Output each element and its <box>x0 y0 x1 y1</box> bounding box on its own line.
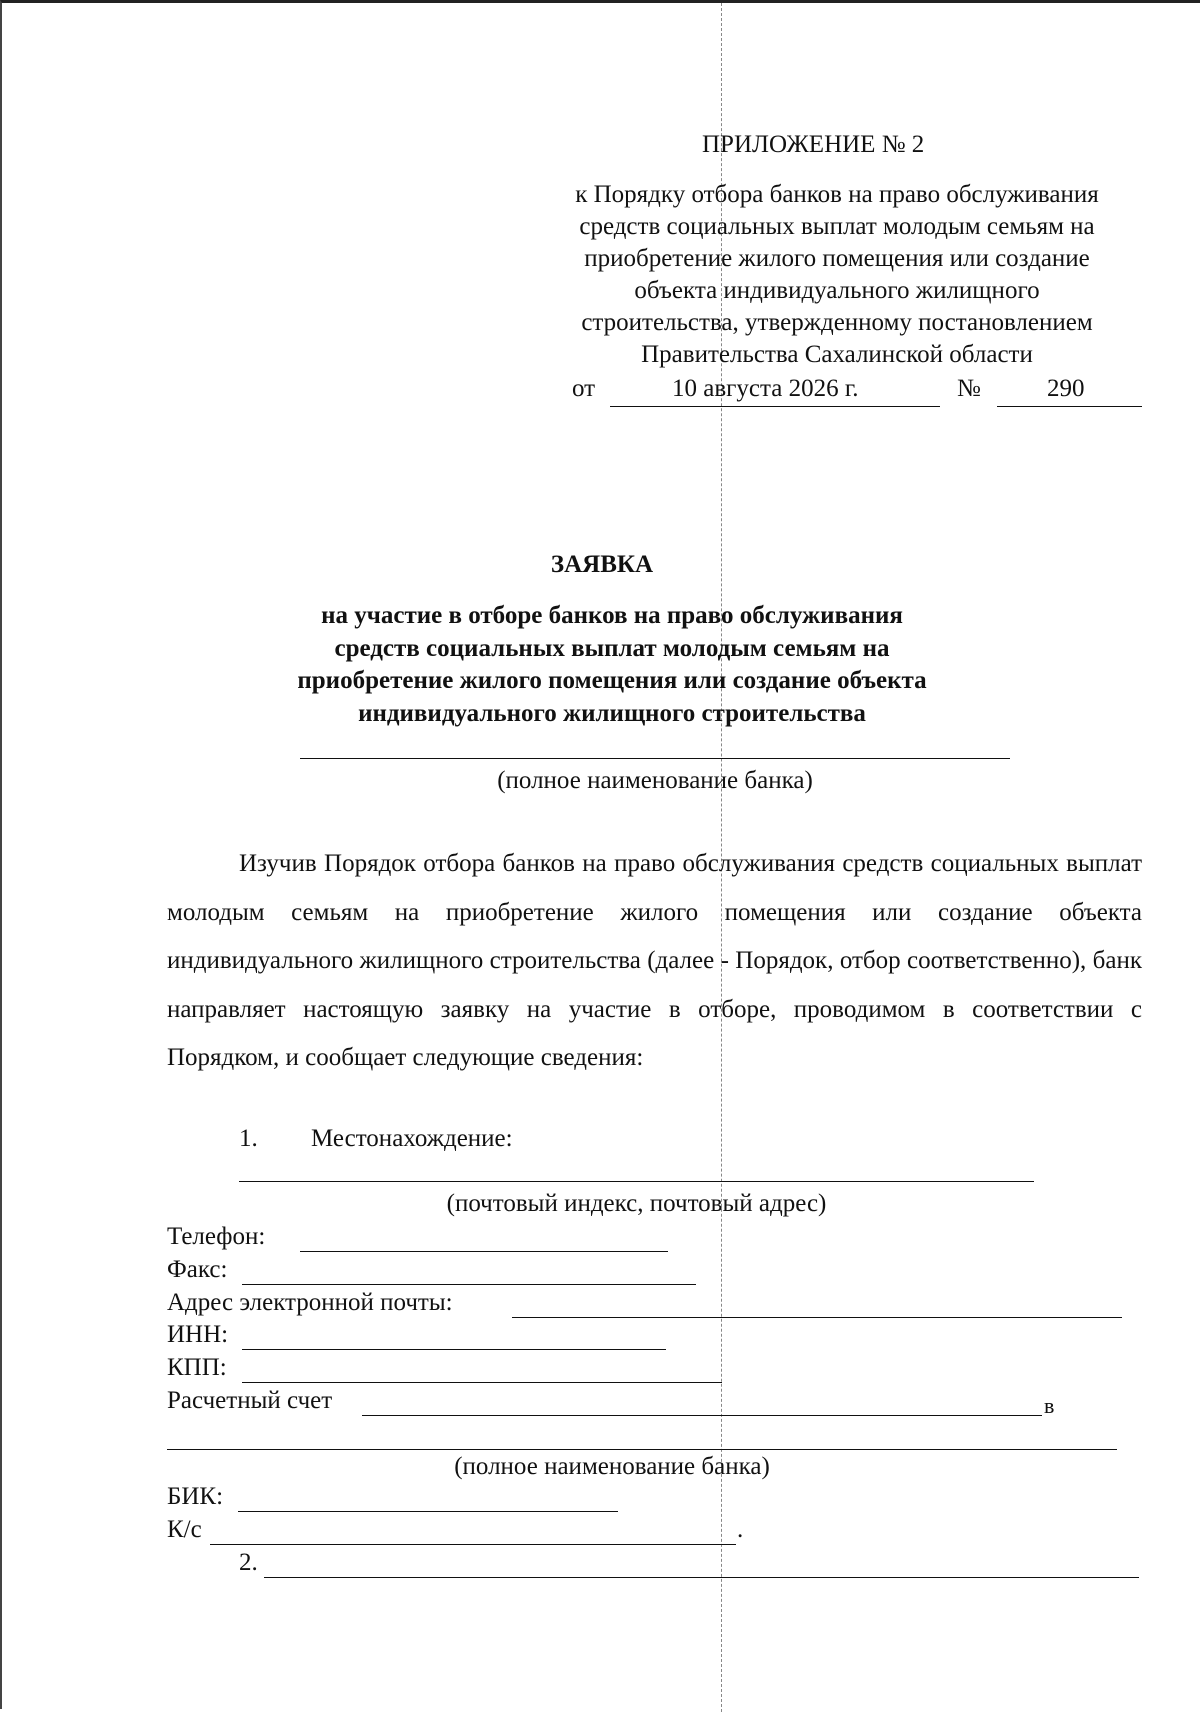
resolution-date-line <box>572 375 1142 409</box>
inn-field[interactable] <box>242 1349 666 1350</box>
address-underline <box>239 1181 1034 1182</box>
item-2-field[interactable] <box>264 1577 1139 1578</box>
resolution-number: 290 <box>1047 375 1085 402</box>
location-label: Местонахождение: <box>311 1125 513 1152</box>
kpp-label: КПП: <box>167 1354 227 1381</box>
ks-field[interactable] <box>210 1544 736 1545</box>
fax-field[interactable] <box>242 1284 696 1285</box>
phone-label: Телефон: <box>167 1223 266 1250</box>
subtitle-line: на участие в отборе банков на право обслуживания <box>321 602 903 629</box>
appendix-line: к Порядку отбора банков на право обслуживания <box>575 181 1099 208</box>
appendix-reference <box>537 179 1137 371</box>
appendix-line: объекта индивидуального жилищного <box>634 277 1040 304</box>
appendix-line: приобретение жилого помещения или создание <box>584 245 1090 272</box>
bik-label: БИК: <box>167 1483 224 1510</box>
intro-paragraph: Изучив Порядок отбора банков на право обслуживания средств социальных выплат молодым семьям на приобретение жилого помещения или создание объекта индивидуального жилищного строительства (далее - Порядок, отбор соответственно), банк направляет настоящую заявку на участие в отборе, проводимом в соответствии с Порядком, и сообщает следующие сведения: <box>167 850 1142 1071</box>
account-label: Расчетный счет <box>167 1387 333 1414</box>
date-underline <box>610 406 940 407</box>
item-2-number: 2. <box>239 1549 258 1576</box>
account-field[interactable] <box>362 1415 1042 1416</box>
resolution-date: 10 августа 2026 г. <box>672 375 859 402</box>
subtitle-line: приобретение жилого помещения или создание объекта <box>297 667 927 694</box>
ks-end: . <box>737 1516 744 1543</box>
date-prefix: от <box>572 375 596 402</box>
address-caption: (почтовый индекс, почтовый адрес) <box>446 1190 827 1217</box>
ks-label: К/с <box>167 1516 202 1543</box>
kpp-field[interactable] <box>242 1382 722 1383</box>
account-bank-underline[interactable] <box>167 1449 1117 1450</box>
number-sign: № <box>957 375 981 402</box>
application-title: ЗАЯВКА <box>550 551 654 578</box>
email-field[interactable] <box>512 1317 1122 1318</box>
bank-name-caption: (полное наименование банка) <box>497 767 813 794</box>
inn-label: ИНН: <box>167 1321 229 1348</box>
email-label: Адрес электронной почты: <box>167 1289 453 1316</box>
appendix-title: ПРИЛОЖЕНИЕ № 2 <box>702 131 925 158</box>
subtitle-line: индивидуального жилищного строительства <box>358 699 866 727</box>
phone-field[interactable] <box>300 1251 668 1252</box>
bank-name-underline <box>300 758 1010 759</box>
fax-label: Факс: <box>167 1256 228 1283</box>
appendix-line: строительства, утвержденному постановлением <box>581 309 1093 336</box>
appendix-line: Правительства Сахалинской области <box>641 341 1033 368</box>
item-1-number: 1. <box>239 1125 258 1152</box>
number-underline <box>997 406 1142 407</box>
subtitle-line: средств социальных выплат молодым семьям на <box>334 634 890 662</box>
account-bank-caption: (полное наименование банка) <box>454 1453 770 1480</box>
appendix-line: средств социальных выплат молодым семьям на <box>579 213 1095 240</box>
bik-field[interactable] <box>238 1511 618 1512</box>
account-suffix: в <box>1044 1393 1055 1418</box>
application-subtitle <box>282 600 942 730</box>
